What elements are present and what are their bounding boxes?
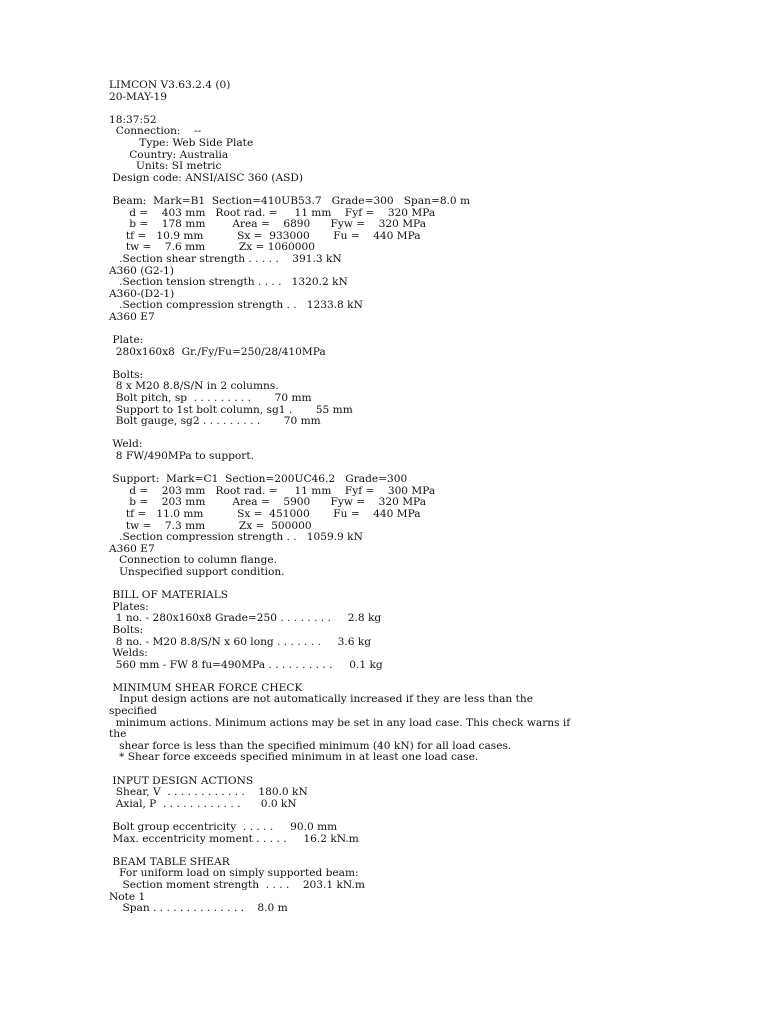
- report-line: Beam: Mark=B1 Section=410UB53.7 Grade=300 Span=8.0 m: [109, 194, 471, 207]
- report-line: b = 178 mm Area = 6890 Fyw = 320 MPa: [109, 218, 427, 231]
- report-line: Country: Australia: [109, 148, 229, 161]
- report-line: b = 203 mm Area = 5900 Fyw = 320 MPa: [109, 496, 427, 509]
- report-line: tw = 7.3 mm Zx = 500000: [109, 519, 312, 532]
- report-line: tf = 11.0 mm Sx = 451000 Fu = 440 MPa: [109, 507, 421, 520]
- report-line: minimum actions. Minimum actions may be set in any load case. This check warns if: [109, 716, 571, 729]
- report-line: specified: [109, 705, 157, 718]
- report-line: tf = 10.9 mm Sx = 933000 Fu = 440 MPa: [109, 229, 421, 242]
- report-line: Section moment strength . . . . 203.1 kN.m: [109, 878, 365, 891]
- report-line: Span . . . . . . . . . . . . . . 8.0 m: [109, 902, 288, 915]
- report-line: 280x160x8 Gr./Fy/Fu=250/28/410MPa: [109, 345, 326, 358]
- report-line: 1 no. - 280x160x8 Grade=250 . . . . . . . . 2.8 kg: [109, 612, 382, 625]
- blank-line: [109, 428, 759, 440]
- report-line: BILL OF MATERIALS: [109, 589, 228, 602]
- report-line: MINIMUM SHEAR FORCE CHECK: [109, 681, 303, 694]
- report-line: A360 (G2-1): [109, 264, 175, 277]
- report-line: .Section compression strength . . 1059.9 kN: [109, 531, 363, 544]
- report-line: Weld:: [109, 438, 143, 451]
- report-line: A360 E7: [109, 542, 155, 555]
- report-text: [109, 80, 759, 915]
- report-line: Type: Web Side Plate: [109, 136, 254, 149]
- report-line: * Shear force exceeds specified minimum in at least one load case.: [109, 751, 479, 764]
- report-line: Plates:: [109, 600, 149, 613]
- report-line: Bolt pitch, sp . . . . . . . . . 70 mm: [109, 392, 312, 405]
- report-line: Max. eccentricity moment . . . . . 16.2 kN.m: [109, 832, 359, 845]
- report-line: 18:37:52: [109, 113, 157, 126]
- report-line: Support to 1st bolt column, sg1 . 55 mm: [109, 403, 353, 416]
- report-line: shear force is less than the specified minimum (40 kN) for all load cases.: [109, 739, 512, 752]
- report-line: Input design actions are not automatically increased if they are less than the: [109, 693, 533, 706]
- report-line: Support: Mark=C1 Section=200UC46.2 Grade=300: [109, 473, 408, 486]
- report-line: INPUT DESIGN ACTIONS: [109, 774, 254, 787]
- report-line: 8 FW/490MPa to support.: [109, 450, 254, 462]
- blank-line: [109, 358, 759, 370]
- report-line: 8 no. - M20 8.8/S/N x 60 long . . . . . . . 3.6 kg: [109, 635, 372, 648]
- report-line: A360 E7: [109, 310, 155, 323]
- report-line: the: [109, 728, 127, 741]
- report-line: A360-(D2-1): [109, 287, 175, 300]
- report-line: Design code: ANSI/AISC 360 (ASD): [109, 171, 303, 184]
- report-line: Axial, P . . . . . . . . . . . . 0.0 kN: [109, 797, 297, 810]
- report-line: tw = 7.6 mm Zx = 1060000: [109, 241, 315, 254]
- report-line: .Section shear strength . . . . . 391.3 kN: [109, 252, 342, 265]
- report-line: Unspecified support condition.: [109, 565, 285, 578]
- blank-line: [109, 323, 759, 335]
- report-line: Bolt gauge, sg2 . . . . . . . . . 70 mm: [109, 415, 321, 428]
- report-line: d = 203 mm Root rad. = 11 mm Fyf = 300 MPa: [109, 484, 436, 497]
- report-line: .Section tension strength . . . . 1320.2 kN: [109, 276, 348, 289]
- report-line: Shear, V . . . . . . . . . . . . 180.0 kN: [109, 786, 308, 799]
- report-line: Note 1: [109, 890, 146, 903]
- report-line: BEAM TABLE SHEAR: [109, 855, 230, 868]
- report-line: Welds:: [109, 647, 148, 660]
- blank-line: [109, 764, 759, 776]
- report-line: For uniform load on simply supported beam:: [109, 867, 359, 880]
- report-line: d = 403 mm Root rad. = 11 mm Fyf = 320 MPa: [109, 206, 436, 219]
- report-line: Bolt group eccentricity . . . . . 90.0 mm: [109, 821, 338, 833]
- report-line: LIMCON V3.63.2.4 (0): [109, 79, 231, 91]
- report-line: Units: SI metric: [109, 160, 222, 173]
- report-line: Connection: --: [109, 125, 202, 138]
- report-line: 20-MAY-19: [109, 90, 168, 103]
- report-line: .Section compression strength . . 1233.8 kN: [109, 299, 363, 312]
- report-line: 560 mm - FW 8 fu=490MPa . . . . . . . . . . 0.1 kg: [109, 658, 383, 671]
- report-line: Plate:: [109, 334, 144, 347]
- report-line: Connection to column flange.: [109, 554, 278, 567]
- report-line: Bolts:: [109, 623, 144, 636]
- report-line: 8 x M20 8.8/S/N in 2 columns.: [109, 380, 279, 393]
- blank-line: [109, 103, 759, 115]
- report-line: Bolts:: [109, 368, 144, 381]
